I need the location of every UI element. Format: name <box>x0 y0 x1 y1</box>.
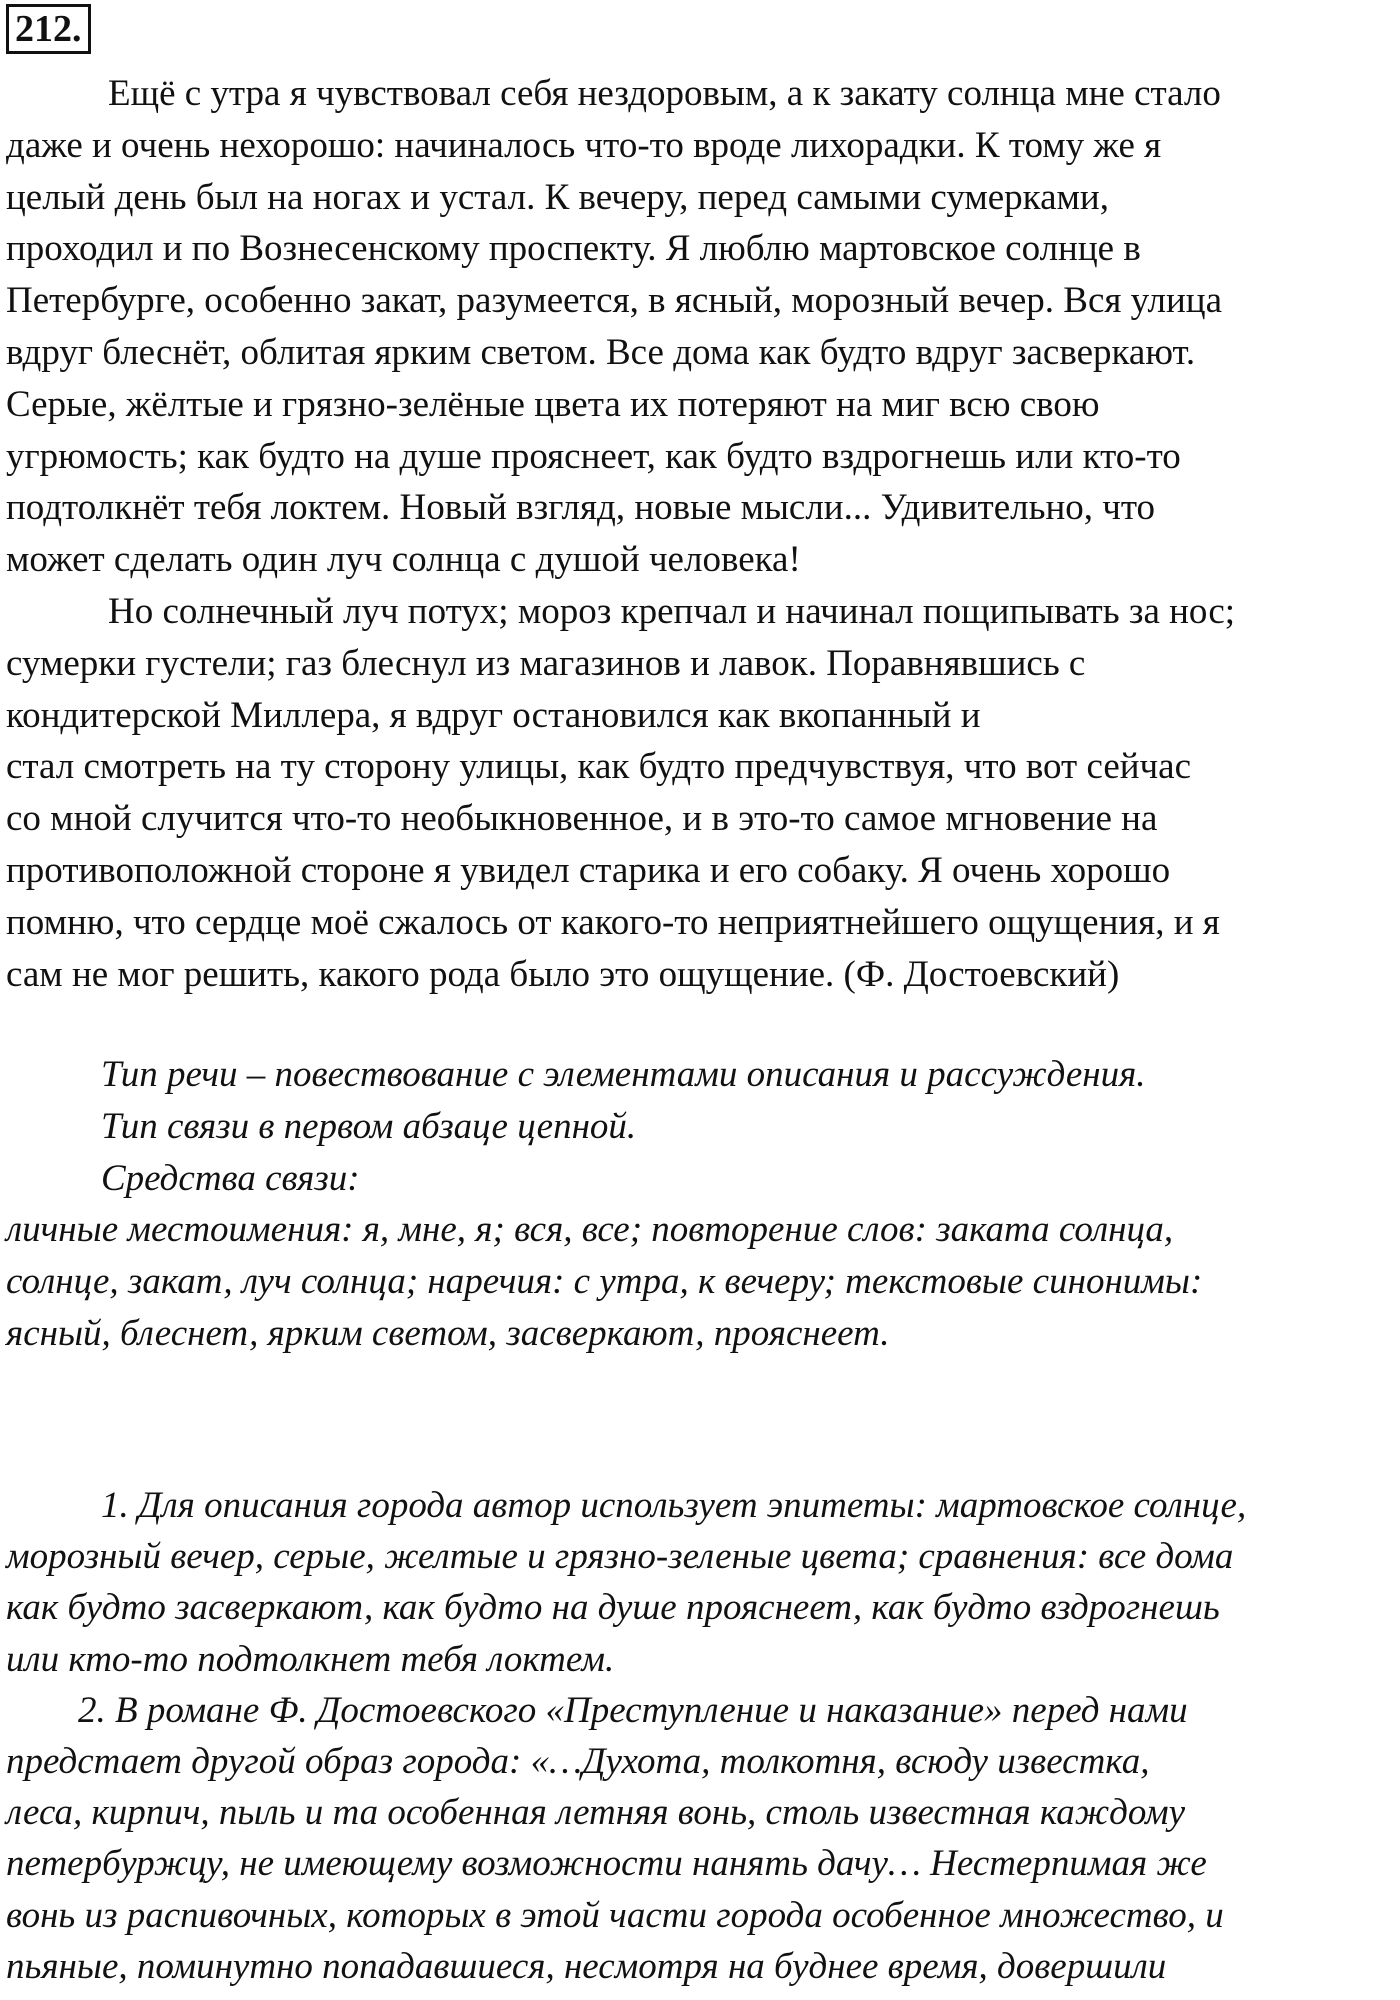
text-line: со мной случится что-то необыкновенное, и в это-то самое мгновение на <box>6 798 1158 840</box>
answer-line: пьяные, поминутно попадавшиеся, несмотря на буднее время, довершили <box>6 1945 1167 1987</box>
answer-line: леса, кирпич, пыль и та особенная летняя вонь, столь известная каждому <box>6 1792 1186 1834</box>
answer-line: или кто-то подтолкнет тебя локтем. <box>6 1638 615 1680</box>
answer-line: 2. В романе Ф. Достоевского «Преступление и наказание» перед нами <box>78 1689 1188 1731</box>
answer-line: предстает другой образ города: «…Духота, толкотня, всюду известка, <box>6 1741 1150 1783</box>
text-line: подтолкнёт тебя локтем. Новый взгляд, новые мысли... Удивительно, что <box>6 487 1156 529</box>
text-line: проходил и по Вознесенскому проспекту. Я люблю мартовское солнце в <box>6 228 1141 270</box>
answers-block <box>6 1480 1398 1992</box>
text-line: может сделать один луч солнца с душой человека! <box>6 539 801 581</box>
text-line: даже и очень нехорошо: начиналось что-то вроде лихорадки. К тому же я <box>6 124 1162 166</box>
analysis-line: Средства связи: <box>101 1157 360 1199</box>
text-line: Но солнечный луч потух; мороз крепчал и начинал пощипывать за нос; <box>108 590 1236 632</box>
text-line: сам не мог решить, какого рода было это ощущение. (Ф. Достоевский) <box>6 953 1120 995</box>
text-line: кондитерской Миллера, я вдруг остановился как вкопанный и <box>6 694 981 736</box>
answer-line: как будто засверкают, как будто на душе прояснеет, как будто вздрогнешь <box>6 1587 1220 1629</box>
analysis-line: личные местоимения: я, мне, я; вся, все; повторение слов: заката солнца, <box>6 1209 1174 1251</box>
analysis-line: Тип речи – повествование с элементами описания и рассуждения. <box>101 1054 1146 1095</box>
main-text <box>6 68 1398 1000</box>
analysis-line: ясный, блеснет, ярким светом, засверкают, прояснеет. <box>6 1312 890 1354</box>
text-line: целый день был на ногах и устал. К вечеру, перед самыми сумерками, <box>6 176 1109 218</box>
text-line: противоположной стороне я увидел старика и его собаку. Я очень хорошо <box>6 849 1171 891</box>
text-line: Ещё с утра я чувствовал себя нездоровым, а к закату солнца мне стало <box>108 73 1221 114</box>
answer-line: петербуржцу, не имеющему возможности нанять дачу… Нестерпимая же <box>6 1843 1207 1885</box>
text-line: Петербурге, особенно закат, разумеется, в ясный, морозный вечер. Вся улица <box>6 280 1222 322</box>
text-line: стал смотреть на ту сторону улицы, как будто предчувствуя, что вот сейчас <box>6 746 1192 788</box>
analysis-block <box>6 1049 1398 1360</box>
exercise-number: 212. <box>6 4 91 54</box>
text-line: угрюмость; как будто на душе прояснеет, как будто вздрогнешь или кто-то <box>6 435 1181 477</box>
analysis-line: солнце, закат, луч солнца; наречия: с утра, к вечеру; текстовые синонимы: <box>6 1261 1203 1303</box>
answer-line: 1. Для описания города автор использует эпитеты: мартовское солнце, <box>101 1485 1247 1526</box>
analysis-line: Тип связи в первом абзаце цепной. <box>101 1105 637 1147</box>
text-line: сумерки густели; газ блеснул из магазинов и лавок. Поравнявшись с <box>6 642 1086 684</box>
text-line: вдруг блеснёт, облитая ярким светом. Все дома как будто вдруг засверкают. <box>6 331 1196 373</box>
answer-line: морозный вечер, серые, желтые и грязно-зеленые цвета; сравнения: все дома <box>6 1536 1234 1578</box>
text-line: Серые, жёлтые и грязно-зелёные цвета их потеряют на миг всю свою <box>6 383 1100 425</box>
answer-line: вонь из распивочных, которых в этой части города особенное множество, и <box>6 1894 1224 1936</box>
text-line: помню, что сердце моё сжалось от какого-то неприятнейшего ощущения, и я <box>6 901 1220 943</box>
